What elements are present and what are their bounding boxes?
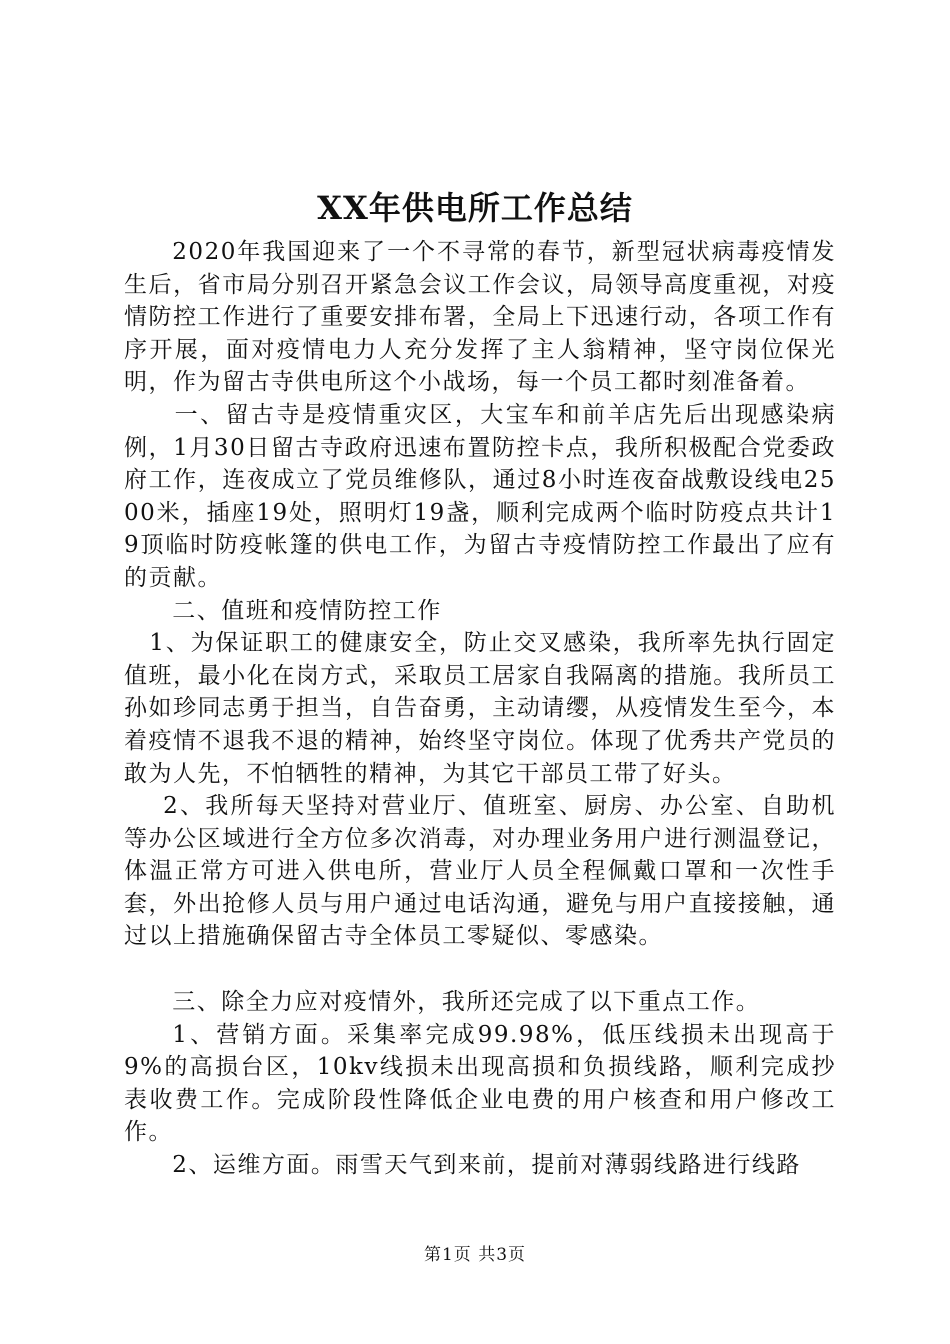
document-body bbox=[124, 236, 836, 1182]
paragraph-section-3-item-2: 2、运维方面。雨雪天气到来前，提前对薄弱线路进行线路 bbox=[172, 1152, 801, 1179]
paragraph-section-2-item-1: 1、为保证职工的健康安全，防止交叉感染，我所率先执行固定值班，最小化在岗方式，采取员工居家自我隔离的措施。我所员工孙如珍同志勇于担当，自告奋勇，主动请缨，从疫情发生至今，本着疫情不退我不退的精神，始终坚守岗位。体现了优秀共产党员的敢为人先，不怕牺牲的精神，为其它干部员工带了好头。 bbox=[124, 630, 836, 787]
paragraph-section-1: 一、留古寺是疫情重灾区，大宝车和前羊店先后出现感染病例，1月30日留古寺政府迅速布置防控卡点，我所积极配合党委政府工作，连夜成立了党员维修队，通过8小时连夜奋战敷设线电2500米，插座19处，照明灯19盏，顺利完成两个临时防疫点共计19顶临时防疫帐篷的供电工作，为留古寺疫情防控工作最出了应有的贡献。 bbox=[124, 401, 836, 591]
paragraph-intro: 2020年我国迎来了一个不寻常的春节，新型冠状病毒疫情发生后，省市局分别召开紧急会议工作会议，局领导高度重视，对疫情防控工作进行了重要安排布署，全局上下迅速行动，各项工作有序开展，面对疫情电力人充分发挥了主人翁精神，坚守岗位保光明，作为留古寺供电所这个小战场，每一个员工都时刻准备着。 bbox=[124, 239, 836, 396]
paragraph-section-3-item-1: 1、营销方面。采集率完成99.98%，低压线损未出现高于9%的高损台区，10kv线损未出现高损和负损线路，顺利完成抄表收费工作。完成阶段性降低企业电费的用户核查和用户修改工作。 bbox=[124, 1021, 836, 1146]
document-title: XX年供电所工作总结 bbox=[317, 189, 633, 227]
page-number-footer: 第1页 共3页 bbox=[423, 1245, 527, 1265]
paragraph-gap bbox=[124, 953, 836, 986]
paragraph-section-2-item-2: 2、我所每天坚持对营业厅、值班室、厨房、办公室、自助机等办公区域进行全方位多次消毒，对办理业务用户进行测温登记，体温正常方可进入供电所，营业厅人员全程佩戴口罩和一次性手套，外出抢修人员与用户通过电话沟通，避免与用户直接接触，通过以上措施确保留古寺全体员工零疑似、零感染。 bbox=[124, 793, 836, 950]
paragraph-section-3-heading: 三、除全力应对疫情外，我所还完成了以下重点工作。 bbox=[172, 989, 761, 1016]
paragraph-section-2-heading: 二、值班和疫情防控工作 bbox=[172, 597, 442, 624]
